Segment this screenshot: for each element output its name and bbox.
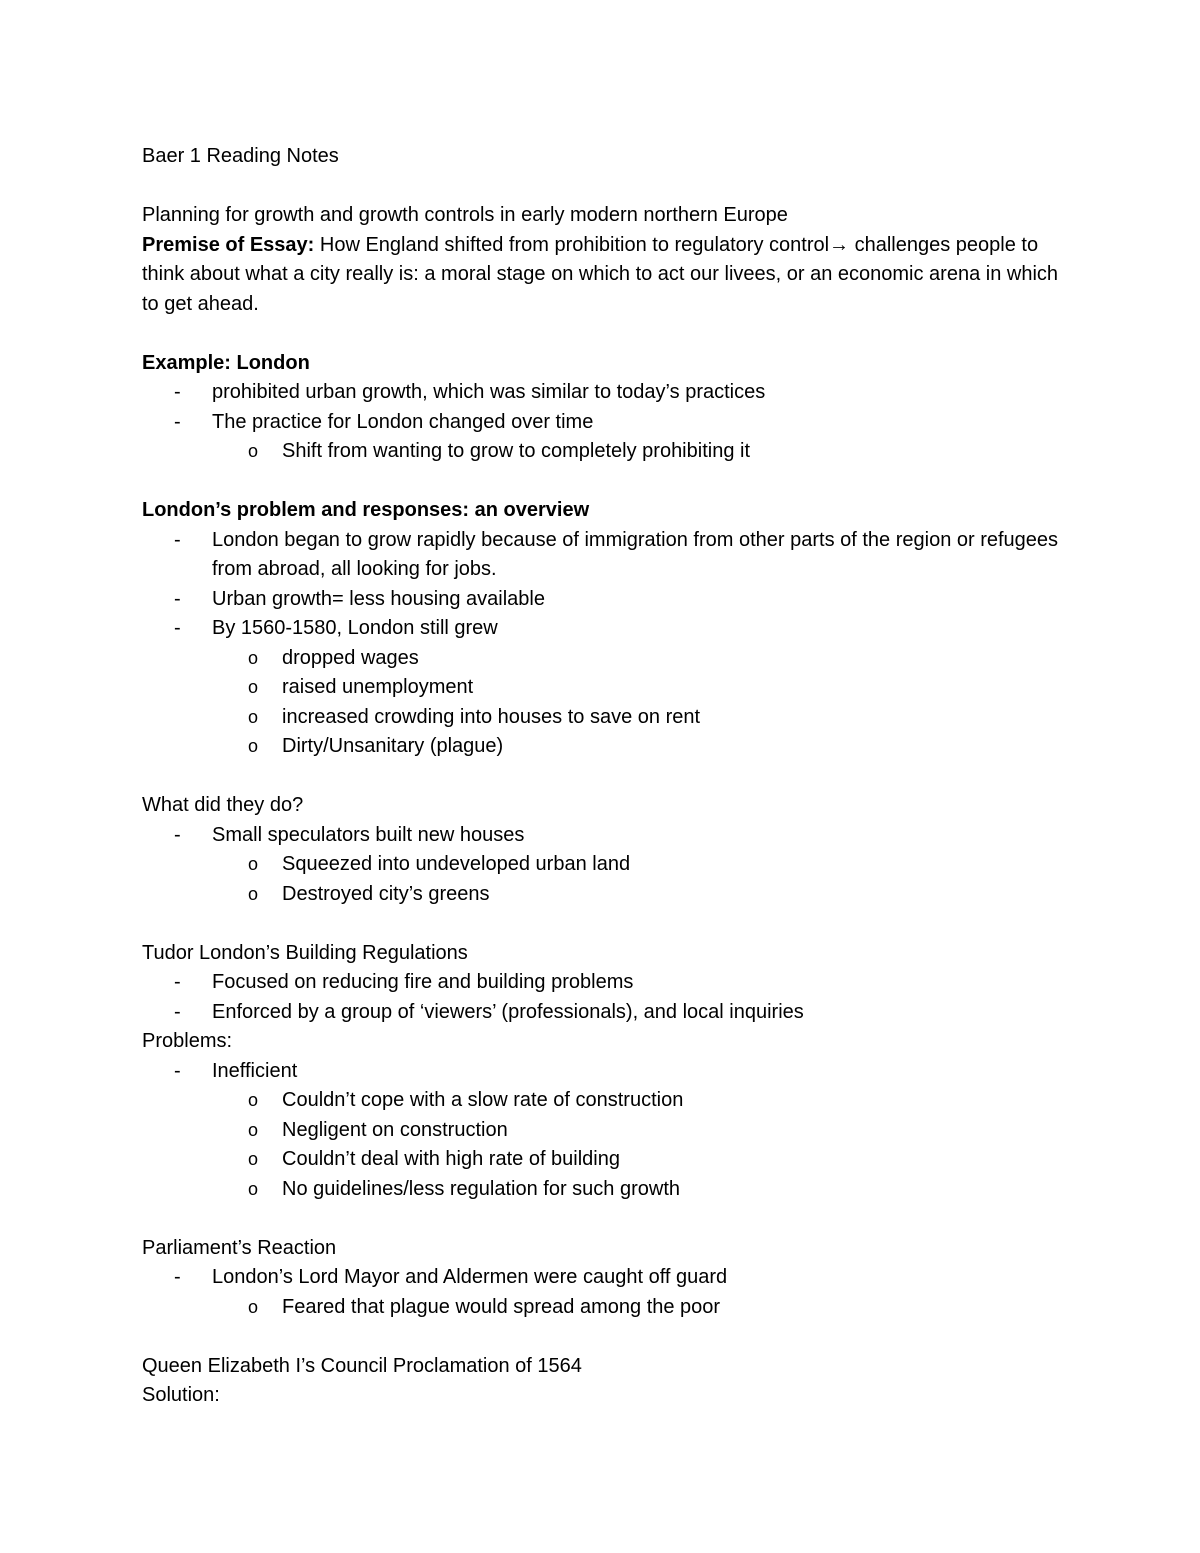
circle-marker: o: [248, 677, 259, 697]
circle-marker: o: [248, 441, 259, 461]
sub-list-item: o Feared that plague would spread among the poor: [142, 1293, 1062, 1323]
list-item: - Enforced by a group of ‘viewers’ (professionals), and local inquiries: [142, 998, 1062, 1028]
section-heading-solution: Solution:: [142, 1384, 220, 1406]
circle-marker: o: [248, 854, 259, 874]
sub-list-item: o increased crowding into houses to save on rent: [142, 703, 1062, 733]
section-heading-proclamation: Queen Elizabeth I’s Council Proclamation of 1564: [142, 1354, 582, 1377]
essay-subtitle: Planning for growth and growth controls in early modern northern Europe: [142, 204, 788, 226]
premise-paragraph: [142, 231, 1062, 320]
dash-marker: -: [174, 587, 181, 610]
dash-marker: -: [174, 617, 181, 639]
section-heading-example: Example: London: [142, 351, 310, 374]
circle-marker: o: [248, 883, 259, 904]
sub-list-item: o No guidelines/less regulation for such growth: [142, 1175, 1062, 1205]
sub-list-item: o Couldn’t deal with high rate of building: [142, 1145, 1062, 1175]
section-heading-problem: London’s problem and responses: an overview: [142, 499, 590, 521]
document-body: [142, 142, 1062, 1411]
section-heading-tudor-regulations: Tudor London’s Building Regulations: [142, 941, 468, 964]
circle-marker: o: [248, 706, 259, 727]
document-title: Baer 1 Reading Notes: [142, 145, 339, 167]
list-item: - Inefficient: [142, 1057, 1062, 1087]
list-item: - prohibited urban growth, which was similar to today’s practices: [142, 378, 1062, 408]
section-heading-parliament: Parliament’s Reaction: [142, 1236, 337, 1259]
circle-marker: o: [248, 736, 259, 756]
section-heading-problems: Problems:: [142, 1030, 233, 1052]
sub-list-item: o Couldn’t cope with a slow rate of construction: [142, 1086, 1062, 1116]
dash-marker: -: [174, 410, 181, 433]
circle-marker: o: [248, 1178, 259, 1199]
dash-marker: -: [174, 528, 181, 551]
sub-list-item: o Destroyed city’s greens: [142, 880, 1062, 910]
dash-marker: -: [174, 1000, 181, 1023]
sub-list-item: o dropped wages: [142, 644, 1062, 674]
dash-marker: -: [174, 823, 181, 846]
circle-marker: o: [248, 1090, 259, 1110]
list-item: - By 1560-1580, London still grew: [142, 614, 1062, 644]
section-heading-what-did-they-do: What did they do?: [142, 794, 304, 816]
list-item: - Focused on reducing fire and building problems: [142, 968, 1062, 998]
circle-marker: o: [248, 647, 259, 668]
premise-label: Premise of Essay:: [142, 233, 315, 256]
sub-list-item: o Dirty/Unsanitary (plague): [142, 732, 1062, 762]
premise-text: How England shifted from prohibition to regulatory control→ challenges people to think about what a city really is: a moral stage on which to act our livees, or an economic arena in which to get ahead.: [142, 233, 1059, 315]
circle-marker: o: [248, 1119, 259, 1140]
sub-list-item: o raised unemployment: [142, 673, 1062, 703]
sub-list-item: o Shift from wanting to grow to completely prohibiting it: [142, 437, 1062, 467]
list-item: - Urban growth= less housing available: [142, 585, 1062, 615]
list-item: - Small speculators built new houses: [142, 821, 1062, 851]
dash-marker: -: [174, 1266, 181, 1288]
dash-marker: -: [174, 1059, 181, 1082]
sub-list-item: o Squeezed into undeveloped urban land: [142, 850, 1062, 880]
sub-list-item: o Negligent on construction: [142, 1116, 1062, 1146]
circle-marker: o: [248, 1149, 259, 1169]
dash-marker: -: [174, 381, 181, 403]
list-item: - London began to grow rapidly because of immigration from other parts of the region or refugees from abroad, all looking for jobs.: [142, 526, 1062, 585]
list-item: - London’s Lord Mayor and Aldermen were caught off guard: [142, 1263, 1062, 1293]
circle-marker: o: [248, 1296, 259, 1317]
dash-marker: -: [174, 971, 181, 993]
list-item: - The practice for London changed over time: [142, 408, 1062, 438]
